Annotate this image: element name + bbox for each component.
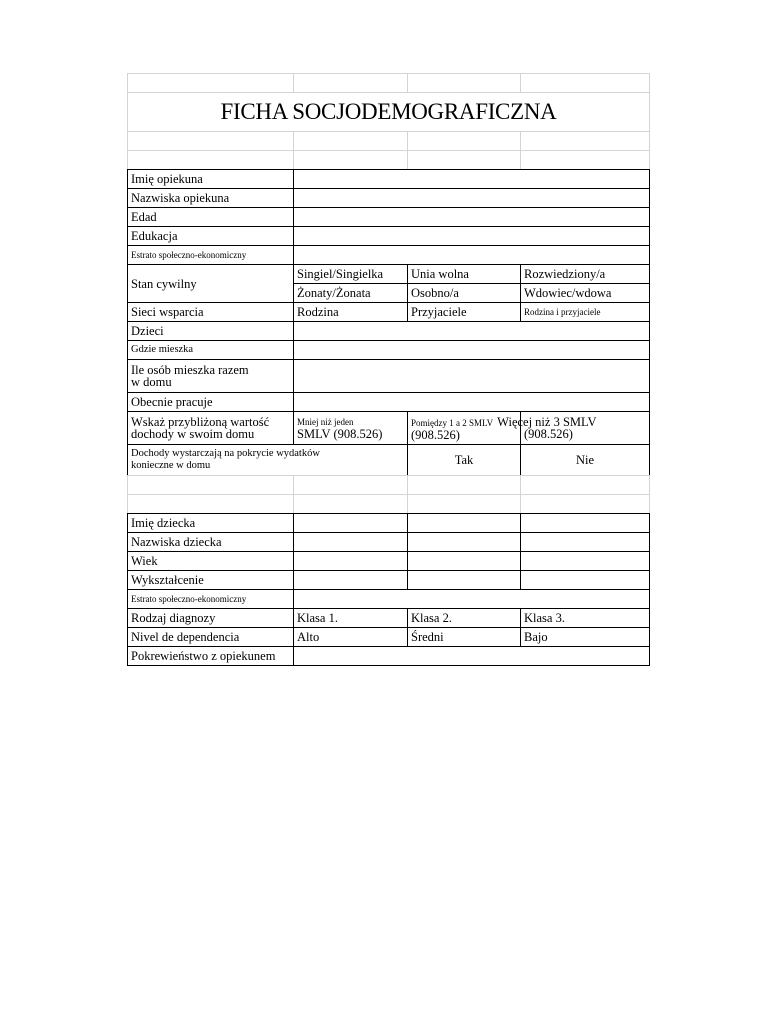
civil-status-option[interactable]: Singiel/Singielka: [294, 265, 408, 284]
children-field[interactable]: [294, 322, 650, 341]
grid-cell: [408, 74, 521, 93]
grid-cell: [128, 495, 294, 514]
grid-cell: [521, 476, 650, 495]
grid-cell: [521, 151, 650, 170]
support-option[interactable]: Rodzina i przyjaciele: [521, 303, 650, 322]
dependence-label: Nivel de dependencia: [128, 628, 294, 647]
sufficiency-label: [128, 445, 408, 476]
caregiver-education-label: Edukacja: [128, 227, 294, 246]
grid-cell: [294, 132, 408, 151]
income-option[interactable]: [294, 412, 408, 445]
grid-cell: [128, 74, 294, 93]
grid-cell: [128, 132, 294, 151]
income-label-line: dochody w swoim domu: [131, 427, 255, 441]
child-strata-label: Estrato społeczno-ekonomiczny: [128, 590, 294, 609]
income-label: [128, 412, 294, 445]
caregiver-form: [127, 169, 650, 476]
child-education-field[interactable]: [294, 571, 408, 590]
caregiver-surname-label: Nazwiska opiekuna: [128, 189, 294, 208]
civil-status-label: Stan cywilny: [128, 265, 294, 303]
dependence-option[interactable]: Bajo: [521, 628, 650, 647]
diagnosis-option[interactable]: Klasa 2.: [408, 609, 521, 628]
dependence-option[interactable]: Alto: [294, 628, 408, 647]
grid-cell: [128, 151, 294, 170]
child-education-field[interactable]: [408, 571, 521, 590]
grid-cell: [128, 476, 294, 495]
header-grid: [127, 73, 650, 170]
grid-cell: [294, 74, 408, 93]
grid-cell: [521, 132, 650, 151]
civil-status-option[interactable]: Unia wolna: [408, 265, 521, 284]
working-label: Obecnie pracuje: [128, 393, 294, 412]
income-option-line: Więcej niż 3 SMLV: [497, 414, 597, 429]
grid-cell: [294, 476, 408, 495]
income-label-line: Wskaż przybliżoną wartość: [131, 415, 270, 429]
sufficiency-no-option[interactable]: Nie: [521, 445, 650, 476]
working-field[interactable]: [294, 393, 650, 412]
child-education-field[interactable]: [521, 571, 650, 590]
spreadsheet-page: [127, 73, 649, 666]
diagnosis-option[interactable]: Klasa 1.: [294, 609, 408, 628]
residence-label: Gdzie mieszka: [128, 341, 294, 360]
caregiver-strata-label: Estrato społeczno-ekonomiczny: [128, 246, 294, 265]
civil-status-option[interactable]: Żonaty/Żonata: [294, 284, 408, 303]
income-option-line: (908.526): [524, 427, 573, 441]
support-network-label: Sieci wsparcia: [128, 303, 294, 322]
grid-cell: [294, 151, 408, 170]
child-age-field[interactable]: [294, 552, 408, 571]
dependence-option[interactable]: Średni: [408, 628, 521, 647]
caregiver-surname-field[interactable]: [294, 189, 650, 208]
kinship-field[interactable]: [294, 647, 650, 666]
child-age-field[interactable]: [521, 552, 650, 571]
caregiver-name-field[interactable]: [294, 170, 650, 189]
caregiver-name-label: Imię opiekuna: [128, 170, 294, 189]
child-surname-label: Nazwiska dziecka: [128, 533, 294, 552]
grid-cell: [408, 132, 521, 151]
civil-status-option[interactable]: Wdowiec/wdowa: [521, 284, 650, 303]
child-name-field[interactable]: [294, 514, 408, 533]
grid-cell: [521, 495, 650, 514]
child-name-label: Imię dziecka: [128, 514, 294, 533]
household-label: [128, 360, 294, 393]
income-option-line: Mniej niż jeden: [297, 417, 354, 427]
child-age-field[interactable]: [408, 552, 521, 571]
children-label: Dzieci: [128, 322, 294, 341]
diagnosis-option[interactable]: Klasa 3.: [521, 609, 650, 628]
child-name-field[interactable]: [521, 514, 650, 533]
household-label-line: Ile osób mieszka razem: [131, 363, 249, 377]
caregiver-strata-field[interactable]: [294, 246, 650, 265]
household-field[interactable]: [294, 360, 650, 393]
grid-cell: [408, 151, 521, 170]
civil-status-option[interactable]: Rozwiedziony/a: [521, 265, 650, 284]
grid-cell: [294, 495, 408, 514]
income-option-line: (908.526): [411, 427, 460, 442]
support-option[interactable]: Rodzina: [294, 303, 408, 322]
spacer-grid: [127, 475, 650, 514]
grid-cell: [408, 495, 521, 514]
sufficiency-yes-option[interactable]: Tak: [408, 445, 521, 476]
child-strata-field[interactable]: [294, 590, 650, 609]
support-option[interactable]: Przyjaciele: [408, 303, 521, 322]
child-age-label: Wiek: [128, 552, 294, 571]
civil-status-option[interactable]: Osobno/a: [408, 284, 521, 303]
child-education-label: Wykształcenie: [128, 571, 294, 590]
income-option-line: Pomiędzy 1 a 2 SMLV: [411, 417, 494, 428]
child-surname-field[interactable]: [294, 533, 408, 552]
residence-field[interactable]: [294, 341, 650, 360]
child-surname-field[interactable]: [408, 533, 521, 552]
child-name-field[interactable]: [408, 514, 521, 533]
sufficiency-label-line: Dochody wystarczają na pokrycie wydatków: [131, 448, 320, 459]
child-surname-field[interactable]: [521, 533, 650, 552]
grid-cell: [521, 74, 650, 93]
diagnosis-label: Rodzaj diagnozy: [128, 609, 294, 628]
income-option[interactable]: [408, 412, 597, 445]
child-form: [127, 513, 650, 666]
sufficiency-label-line: konieczne w domu: [131, 460, 211, 471]
grid-cell: [408, 476, 521, 495]
household-label-line: w domu: [131, 375, 172, 389]
kinship-label: Pokrewieństwo z opiekunem: [128, 647, 294, 666]
caregiver-education-field[interactable]: [294, 227, 650, 246]
caregiver-age-label: Edad: [128, 208, 294, 227]
page-title: FICHA SOCJODEMOGRAFICZNA: [128, 93, 650, 132]
income-option-line: SMLV (908.526): [297, 427, 383, 441]
caregiver-age-field[interactable]: [294, 208, 650, 227]
